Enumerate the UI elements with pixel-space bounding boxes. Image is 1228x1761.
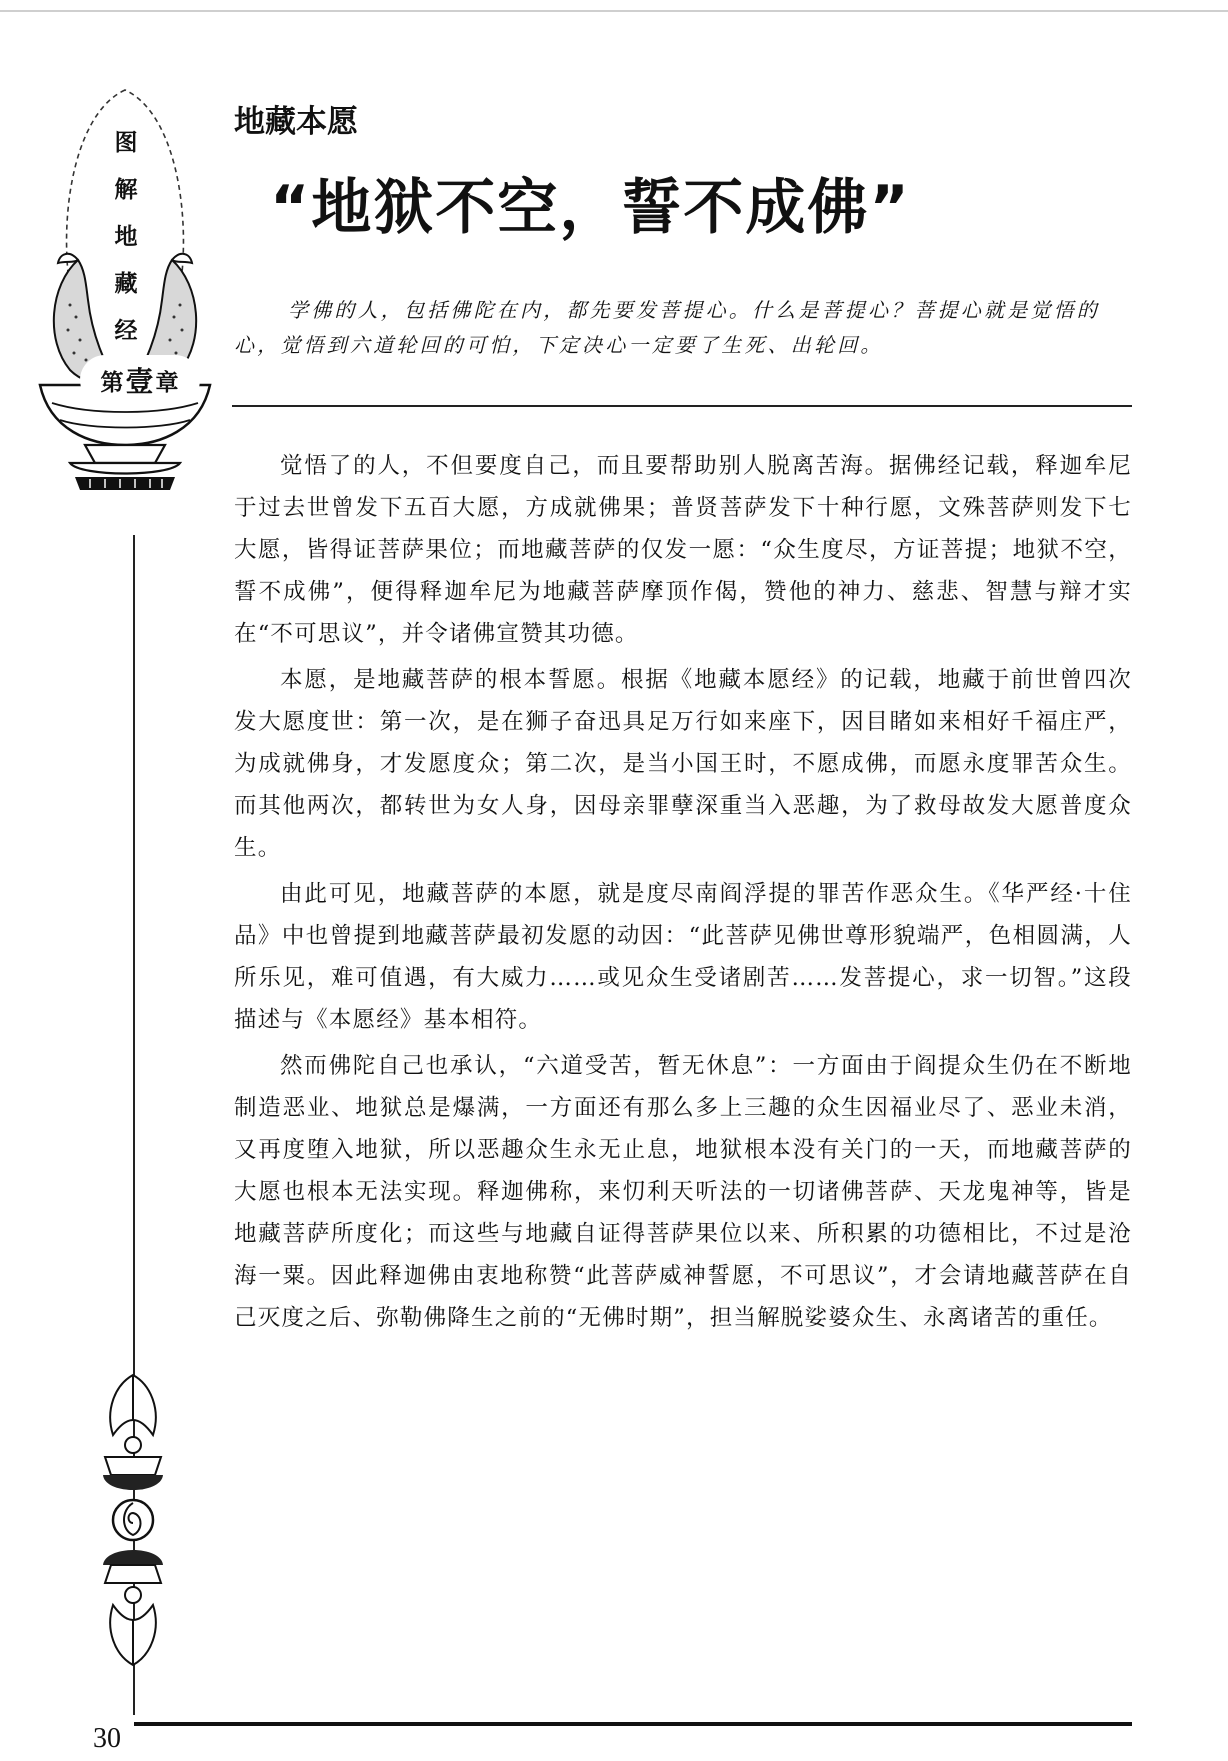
section-kicker: 地藏本愿 bbox=[234, 104, 358, 140]
chapter-number: 壹 bbox=[125, 365, 155, 398]
series-char: 解 bbox=[114, 177, 138, 203]
body-paragraph: 由此可见，地藏菩萨的本愿，就是度尽南阎浮提的罪苦作恶众生。《华严经·十住品》中也曾提到地藏菩萨最初发愿的动因：“此菩萨见佛世尊形貌端严，色相圆满，人所乐见，难可值遇，有大威力……或见众生受诸剧苦……发菩提心，求一切智。”这段描述与《本愿经》基本相符。 bbox=[234, 881, 1132, 1033]
body-paragraph: 本愿，是地藏菩萨的根本誓愿。根据《地藏本愿经》的记载，地藏于前世曾四次发大愿度世：第一次，是在狮子奋迅具足万行如来座下，因目睹如来相好千福庄严，为成就佛身，才发愿度众；第二次，是当小国王时，不愿成佛，而愿永度罪苦众生。而其他两次，都转世为女人身，因母亲罪孽深重当入恶趣，为了救母故发大愿普度众生。 bbox=[234, 667, 1132, 861]
vajra-ornament bbox=[85, 1365, 181, 1675]
intro-divider bbox=[232, 405, 1132, 407]
series-char: 图 bbox=[114, 130, 138, 156]
body-text bbox=[234, 445, 1132, 1343]
intro-paragraph: 学佛的人，包括佛陀在内，都先要发菩提心。什么是菩提心？菩提心就是觉悟的心，觉悟到六道轮回的可怕，下定决心一定要了生死、出轮回。 bbox=[234, 298, 1100, 357]
series-char: 藏 bbox=[114, 271, 138, 297]
page-title: “地狱不空，誓不成佛” bbox=[270, 173, 911, 243]
chapter-prefix: 第 bbox=[100, 369, 125, 396]
vajra-icon bbox=[85, 1365, 181, 1675]
series-char: 经 bbox=[114, 318, 138, 344]
page-number: 30 bbox=[93, 1723, 121, 1754]
top-rule bbox=[0, 10, 1228, 12]
body-paragraph: 觉悟了的人，不但要度自己，而且要帮助别人脱离苦海。据佛经记载，释迦牟尼于过去世曾发下五百大愿，方成就佛果；普贤菩萨发下十种行愿，文殊菩萨则发下七大愿，皆得证菩萨果位；而地藏菩萨的仅发一愿：“众生度尽，方证菩提；地狱不空，誓不成佛”，便得释迦牟尼为地藏菩萨摩顶作偈，赞他的神力、慈悲、智慧与辩才实在“不可思议”，并令诸佛宣赞其功德。 bbox=[234, 453, 1132, 647]
chapter-badge bbox=[80, 355, 200, 405]
chapter-suffix: 章 bbox=[155, 369, 180, 396]
footer-rule bbox=[134, 1722, 1132, 1726]
series-char: 地 bbox=[114, 224, 138, 250]
series-title-vertical bbox=[108, 128, 144, 363]
body-paragraph: 然而佛陀自己也承认，“六道受苦，暂无休息”：一方面由于阎提众生仍在不断地制造恶业、地狱总是爆满，一方面还有那么多上三趣的众生因福业尽了、恶业未消，又再度堕入地狱，所以恶趣众生永无止息，地狱根本没有关门的一天，而地藏菩萨的大愿也根本无法实现。释迦佛称，来忉利天听法的一切诸佛菩萨、天龙鬼神等，皆是地藏菩萨所度化；而这些与地藏自证得菩萨果位以来、所积累的功德相比，不过是沧海一粟。因此释迦佛由衷地称赞“此菩萨威神誓愿，不可思议”，才会请地藏菩萨在自己灭度之后、弥勒佛降生之前的“无佛时期”，担当解脱娑婆众生、永离诸苦的重任。 bbox=[234, 1053, 1132, 1331]
